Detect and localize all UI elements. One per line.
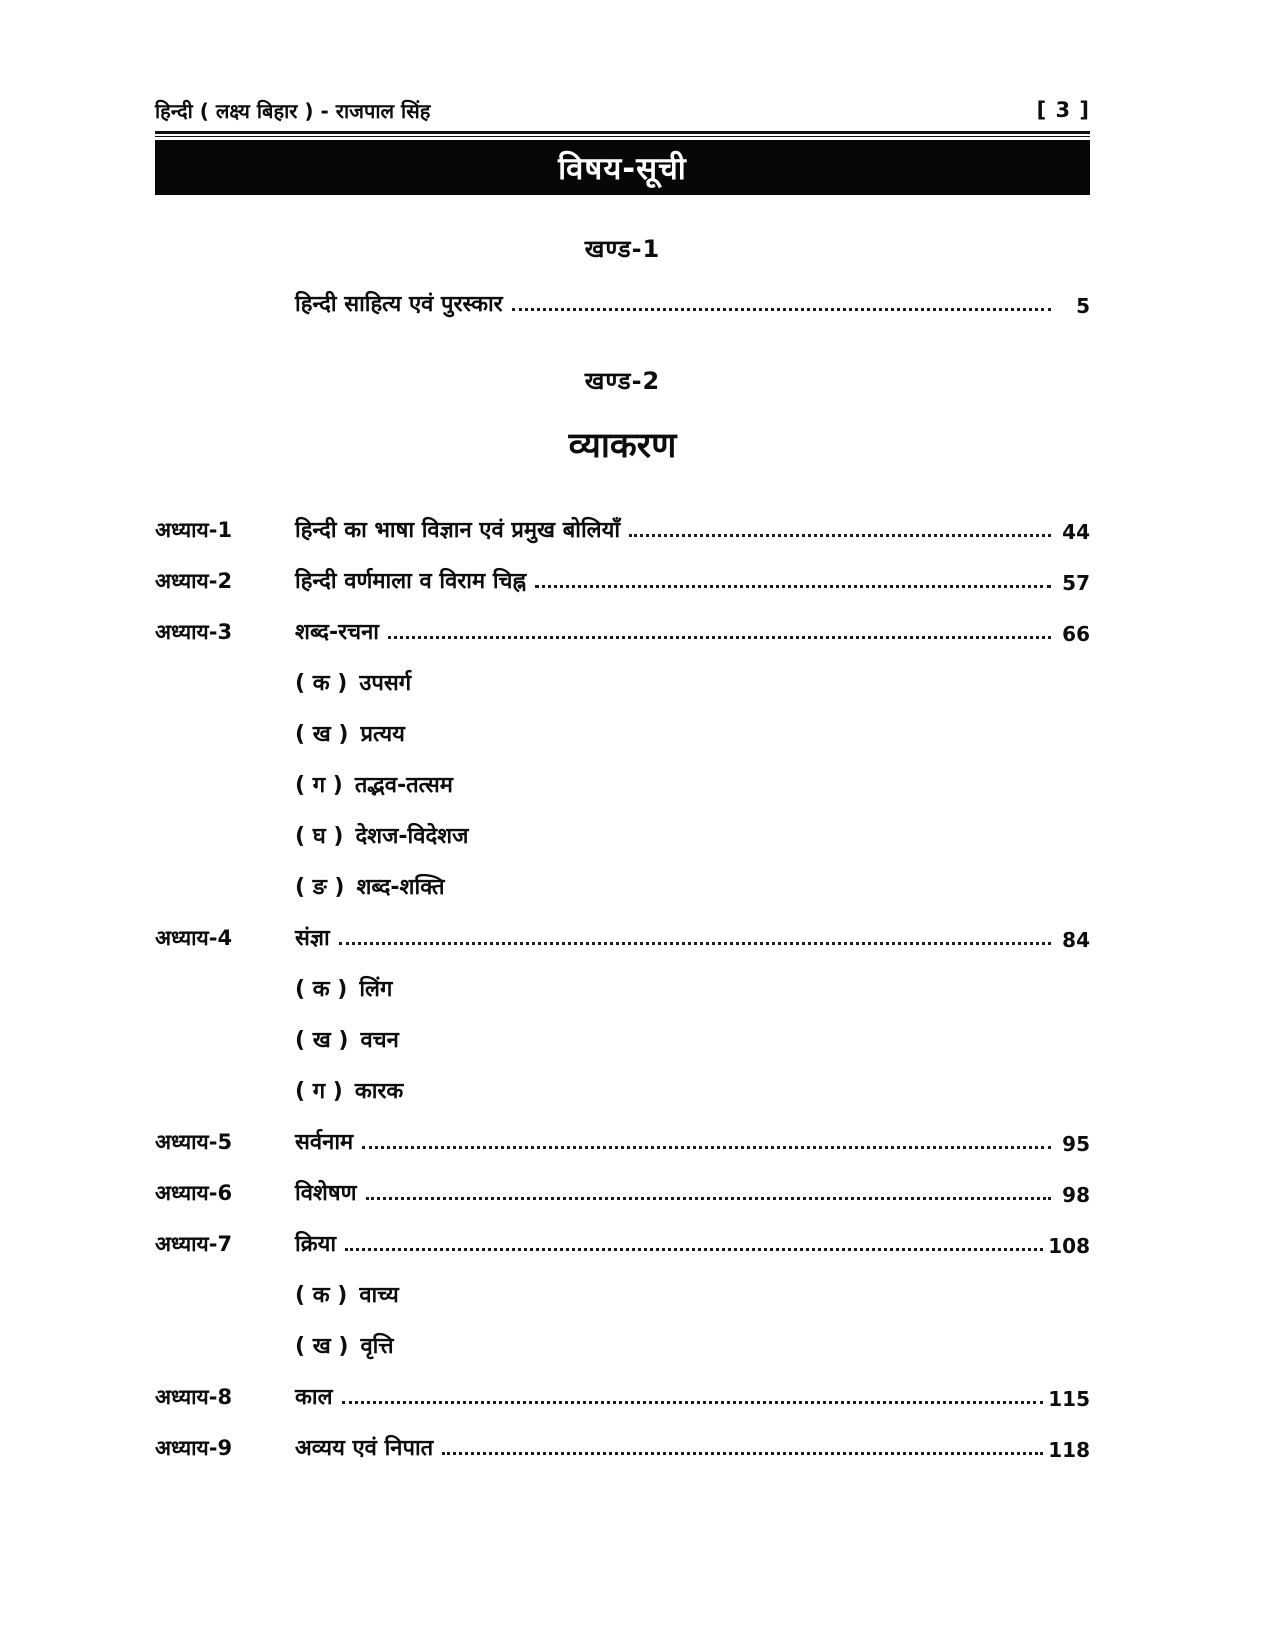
toc-subentry: [155, 973, 1090, 1003]
chapter-title: हिन्दी वर्णमाला व विराम चिह्न: [295, 569, 527, 595]
dot-leader: [512, 308, 1051, 311]
subentry-marker: ( ख ): [295, 722, 349, 748]
dot-leader: [339, 942, 1051, 945]
title-banner: [155, 140, 1090, 195]
entry-page-number: 66: [1062, 622, 1090, 647]
toc-subentry: [155, 1024, 1090, 1054]
toc-subentry: [155, 718, 1090, 748]
toc-subentry: [155, 1075, 1090, 1105]
chapter-title: हिन्दी का भाषा विज्ञान एवं प्रमुख बोलियाँ: [295, 518, 621, 544]
book-title: हिन्दी ( लक्ष्य बिहार ) - राजपाल सिंह: [155, 99, 431, 124]
chapter-label: अध्याय-5: [155, 1130, 233, 1155]
subentry-marker: ( ख ): [295, 1028, 349, 1054]
entry-page-number: 5: [1076, 294, 1090, 319]
chapter-title: क्रिया: [295, 1232, 337, 1258]
entry-page-number: 118: [1048, 1438, 1090, 1463]
page-header: [155, 98, 1090, 123]
section-2-heading: खण्ड-2: [584, 367, 661, 396]
toc-entry-chapter-2: [155, 565, 1090, 595]
subentry-title: देशज-विदेशज: [355, 824, 469, 850]
toc-entry-chapter-4: [155, 922, 1090, 952]
subentry-marker: ( ख ): [295, 1334, 349, 1360]
entry-page-number: 98: [1062, 1183, 1090, 1208]
subentry-marker: ( ग ): [295, 773, 343, 799]
subentry-marker: ( क ): [295, 671, 348, 697]
subentry-title: तद्भव-तत्सम: [354, 773, 453, 799]
subentry-marker: ( घ ): [295, 824, 344, 850]
toc-subentry: [155, 871, 1090, 901]
toc-subentry: [155, 1330, 1090, 1360]
entry-page-number: 44: [1062, 520, 1090, 545]
chapter-title: अव्यय एवं निपात: [295, 1436, 434, 1462]
chapter-label: अध्याय-9: [155, 1436, 233, 1461]
chapter-label: अध्याय-4: [155, 926, 233, 951]
section-1-heading: खण्ड-1: [584, 235, 661, 264]
subentry-title: शब्द-शक्ति: [356, 875, 445, 901]
dot-leader: [345, 1248, 1043, 1251]
chapter-label: अध्याय-7: [155, 1232, 233, 1257]
subentry-title: प्रत्यय: [360, 722, 405, 748]
toc-subentry: [155, 820, 1090, 850]
entry-page-number: 108: [1048, 1234, 1090, 1259]
chapter-label: अध्याय-2: [155, 569, 233, 594]
subentry-title: उपसर्ग: [359, 671, 412, 697]
chapter-label: अध्याय-3: [155, 620, 233, 645]
page-number-marker: [ 3 ]: [1036, 98, 1090, 122]
subentry-title: वाच्य: [359, 1283, 399, 1309]
chapter-label: अध्याय-6: [155, 1181, 233, 1206]
toc-entry-chapter-6: [155, 1177, 1090, 1207]
subentry-title: वचन: [360, 1028, 399, 1054]
toc-subentry: [155, 769, 1090, 799]
toc-entry-chapter-3: [155, 616, 1090, 646]
subentry-marker: ( ग ): [295, 1079, 343, 1105]
page-title: विषय-सूची: [558, 150, 687, 187]
toc-entry-chapter-7: [155, 1228, 1090, 1258]
subentry-marker: ( क ): [295, 977, 348, 1003]
dot-leader: [629, 534, 1051, 537]
subentry-marker: ( क ): [295, 1283, 348, 1309]
toc-entry-chapter-9: [155, 1432, 1090, 1462]
dot-leader: [388, 636, 1051, 639]
dot-leader: [442, 1452, 1043, 1455]
entry-page-number: 84: [1062, 928, 1090, 953]
dot-leader: [366, 1197, 1051, 1200]
section-2-subtitle: व्याकरण: [568, 426, 677, 467]
entry-title: हिन्दी साहित्य एवं पुरस्कार: [295, 292, 503, 318]
toc-list: [155, 514, 1090, 1462]
header-divider: [155, 131, 1090, 137]
subentry-title: वृत्ति: [360, 1334, 394, 1360]
chapter-title: विशेषण: [295, 1181, 357, 1207]
dot-leader: [362, 1146, 1051, 1149]
dot-leader: [342, 1401, 1044, 1404]
chapter-title: संज्ञा: [295, 926, 330, 952]
toc-subentry: [155, 667, 1090, 697]
subentry-title: कारक: [354, 1079, 404, 1105]
chapter-title: सर्वनाम: [295, 1130, 354, 1156]
toc-entry-chapter-5: [155, 1126, 1090, 1156]
entry-page-number: 57: [1062, 571, 1090, 596]
chapter-title: काल: [295, 1385, 333, 1411]
subentry-title: लिंग: [359, 977, 393, 1003]
chapter-title: शब्द-रचना: [295, 620, 379, 646]
chapter-label: अध्याय-1: [155, 518, 233, 543]
dot-leader: [535, 585, 1051, 588]
entry-page-number: 115: [1048, 1387, 1090, 1412]
entry-page-number: 95: [1062, 1132, 1090, 1157]
toc-entry-chapter-8: [155, 1381, 1090, 1411]
toc-entry-chapter-1: [155, 514, 1090, 544]
subentry-marker: ( ङ ): [295, 875, 345, 901]
toc-subentry: [155, 1279, 1090, 1309]
toc-entry-section1: [155, 288, 1090, 318]
chapter-label: अध्याय-8: [155, 1385, 233, 1410]
